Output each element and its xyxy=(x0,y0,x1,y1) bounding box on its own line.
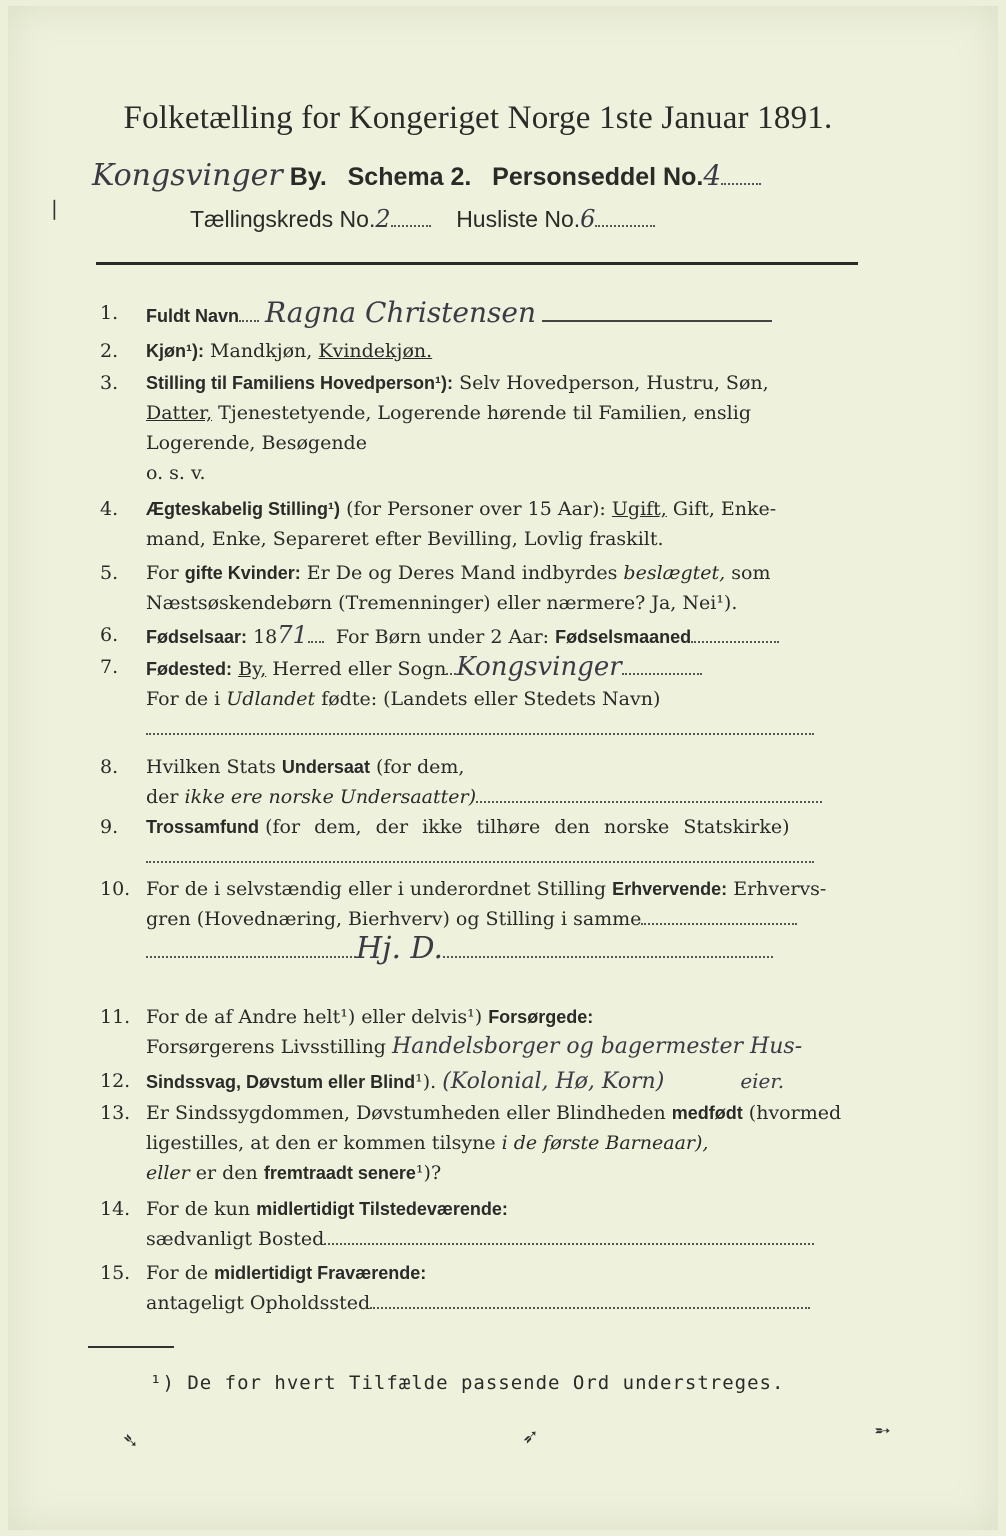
margin-mark: ➴ xyxy=(122,1428,139,1452)
item-text: Er Sindssygdommen, Døvstumheden eller Blindheden xyxy=(146,1102,666,1124)
item-text: (for Personer over 15 Aar): xyxy=(346,498,606,520)
item-text: Er De og Deres Mand indbyrdes xyxy=(306,562,618,584)
item-text: Næstsøskendebørn (Tremenninger) eller nærmere? Ja, Nei¹). xyxy=(146,592,738,614)
item-number: 15. xyxy=(100,1262,131,1284)
item-label: Undersaat xyxy=(281,757,370,777)
item-number: 3. xyxy=(100,372,119,394)
item-number: 9. xyxy=(100,816,119,838)
header-line-kreds xyxy=(190,205,790,233)
header-divider xyxy=(96,262,858,265)
item-label: Fødested: xyxy=(146,659,233,679)
item-italic: eller xyxy=(146,1162,190,1184)
footnote: ¹) De for hvert Tilfælde passende Ord understreges. xyxy=(150,1372,785,1394)
item-number: 2. xyxy=(100,340,119,362)
business-note-value: (Kolonial, Hø, Korn) xyxy=(442,1069,665,1094)
item-italic: beslægtet, xyxy=(623,562,726,584)
item-text: (for dem, xyxy=(375,756,465,778)
schema-label: Schema 2. xyxy=(347,163,472,191)
item-text: Selv Hovedperson, Hustru, Søn, xyxy=(459,372,769,394)
item-number: 10. xyxy=(100,878,131,900)
provider-occupation-continuation: eier. xyxy=(740,1069,785,1093)
item-number: 11. xyxy=(100,1006,131,1028)
item-text: (for dem, der ikke tilhøre den norske Statskirke) xyxy=(265,816,790,838)
occupation-value: Hj. D. xyxy=(356,931,444,966)
item-number: 8. xyxy=(100,756,119,778)
footnote-divider xyxy=(88,1346,174,1348)
item-text: For de xyxy=(146,1262,209,1284)
item-label: medfødt xyxy=(671,1103,743,1123)
item-number: 6. xyxy=(100,624,119,646)
item-number: 1. xyxy=(100,302,119,324)
item-text: o. s. v. xyxy=(146,462,206,484)
item-text: ligestilles, at den er kommen tilsyne xyxy=(146,1132,496,1154)
item-number: 7. xyxy=(100,656,119,678)
item-number: 12. xyxy=(100,1070,131,1092)
item-text: Tjenestetyende, Logerende hørende til Familien, enslig xyxy=(218,402,751,424)
item-text: fødte: (Landets eller Stedets Navn) xyxy=(321,688,661,710)
item-label: Kjøn¹): xyxy=(146,341,204,361)
city-handwritten: Kongsvinger xyxy=(92,158,283,193)
page-title: Folketælling for Kongeriget Norge 1ste Januar 1891. xyxy=(123,100,833,136)
item-text: For de af Andre helt¹) eller delvis¹) xyxy=(146,1006,483,1028)
item-text: antageligt Opholdssted xyxy=(146,1292,371,1314)
struck-out-text xyxy=(542,306,772,322)
item-text: For xyxy=(146,562,179,584)
item-label: Erhvervende: xyxy=(612,879,728,899)
item-text: Logerende, Besøgende xyxy=(146,432,367,454)
item-number: 14. xyxy=(100,1198,131,1220)
item-label: gifte Kvinder: xyxy=(184,563,301,583)
item-text: Erhvervs- xyxy=(733,878,827,900)
birth-year-value: 71 xyxy=(277,621,308,649)
item-text: ¹)? xyxy=(415,1162,442,1184)
item-text: gren (Hovednæring, Bierhverv) og Stilling i samme xyxy=(146,908,642,930)
item-text: For de i xyxy=(146,688,221,710)
year-prefix: 18 xyxy=(253,626,278,648)
underlined-choice: Ugift, xyxy=(611,498,667,520)
item-text: mand, Enke, Separeret efter Bevilling, Lovlig fraskilt. xyxy=(146,528,664,550)
husliste-label: Husliste No. xyxy=(456,206,581,232)
item-label: midlertidigt Tilstedeværende: xyxy=(256,1199,508,1219)
item-label: midlertidigt Fraværende: xyxy=(214,1263,427,1283)
item-label: Forsørgede: xyxy=(488,1007,594,1027)
kreds-label: Tællingskreds No. xyxy=(190,206,376,232)
kreds-number: 2 xyxy=(375,205,391,233)
item-italic: Udlandet xyxy=(226,688,316,710)
item-text: For de kun xyxy=(146,1198,251,1220)
provider-occupation-value: Handelsborger og bagermester Hus- xyxy=(392,1034,803,1059)
item-text: ¹). xyxy=(415,1071,437,1093)
item-label: Fuldt Navn xyxy=(146,306,239,326)
margin-mark: ❘ xyxy=(46,196,63,220)
item-text: der xyxy=(146,786,179,808)
item-text: som xyxy=(731,562,771,584)
birthplace-value: Kongsvinger xyxy=(456,652,622,682)
full-name-value: Ragna Christensen xyxy=(265,296,537,329)
item-label: Fødselsaar: xyxy=(146,627,248,647)
item-text: sædvanligt Bosted xyxy=(146,1228,325,1250)
by-label: By. xyxy=(289,163,327,191)
item-text: Forsørgerens Livsstilling xyxy=(146,1036,386,1058)
husliste-number: 6 xyxy=(580,205,596,233)
item-italic: i de første Barneaar), xyxy=(501,1132,709,1154)
item-text: Gift, Enke- xyxy=(672,498,777,520)
item-label: Sindssvag, Døvstum eller Blind xyxy=(146,1072,416,1092)
item-text: For de i selvstændig eller i underordnet Stilling xyxy=(146,878,607,900)
item-label: Fødselsmaaned xyxy=(555,627,692,647)
item-text: er den xyxy=(195,1162,258,1184)
personseddel-label: Personseddel No. xyxy=(492,163,704,191)
item-text: Hvilken Stats xyxy=(146,756,276,778)
item-label: Ægteskabelig Stilling¹) xyxy=(146,499,341,519)
underlined-choice: Kvindekjøn. xyxy=(318,340,433,362)
item-number: 13. xyxy=(100,1102,131,1124)
item-text: Mandkjøn, xyxy=(210,340,313,362)
item-number: 4. xyxy=(100,498,119,520)
margin-mark: ➶ xyxy=(522,1424,539,1448)
item-italic: ikke ere norske Undersaatter) xyxy=(184,786,477,808)
item-label: Trossamfund xyxy=(146,817,260,837)
item-label: Stilling til Familiens Hovedperson¹): xyxy=(146,373,454,393)
underlined-choice: Datter, xyxy=(146,402,213,424)
header-line-city xyxy=(92,158,862,193)
personseddel-number: 4 xyxy=(703,159,722,192)
item-label: fremtraadt senere xyxy=(263,1163,416,1183)
item-text: For Børn under 2 Aar: xyxy=(335,626,550,648)
underlined-choice: By, xyxy=(238,658,267,680)
item-text: Herred eller Sogn xyxy=(272,658,447,680)
item-text: (hvormed xyxy=(748,1102,842,1124)
margin-mark: ➵ xyxy=(874,1418,891,1442)
item-number: 5. xyxy=(100,562,119,584)
